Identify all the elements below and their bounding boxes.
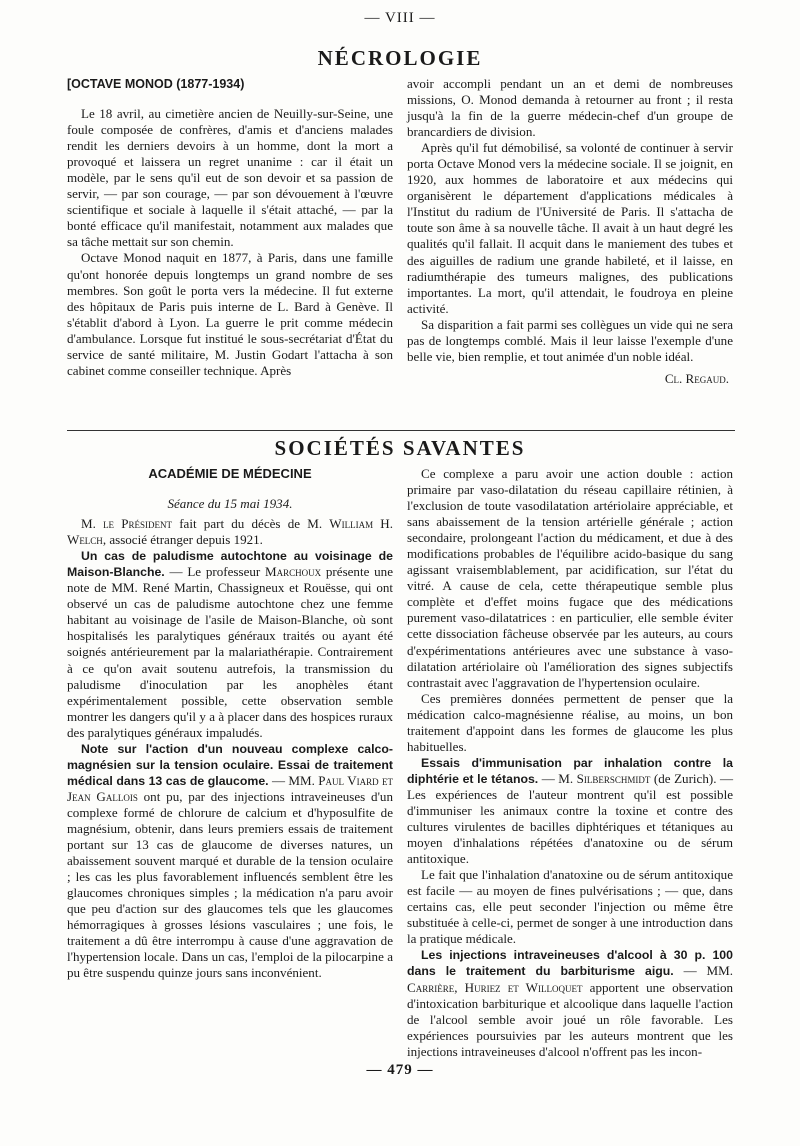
premieres-paragraph: Ces premières données permettent de penser que la médication calco-magnésienne réalise, au moins, un bon traitement d'appoint dans les formes de glaucome les plus habituelles. [407, 690, 733, 754]
communication-body: (de Zurich). — Les expériences de l'auteur montrent qu'il est possible d'immuniser les animaux contre la toxine et contre des cultures virulentes de bacilles diphtériques et tétaniques au moyen d'inhalations répétées d'anatoxine ou de sérum antitoxique. [407, 770, 734, 867]
necrology-subject: [OCTAVE MONOD (1877-1934) [67, 77, 245, 91]
president-tail: , associé étranger depuis 1921. [102, 532, 263, 548]
necrology-paragraph: avoir accompli pendant un an et demi de nombreuses missions, O. Monod demanda à retourner au front ; il resta jusqu'à la fin de la guerre médecin-chef d'un groupe de brancardiers de division. [407, 76, 733, 140]
necrology-left-column [67, 76, 393, 379]
deceased-name: William H. Welch [67, 516, 393, 548]
communication-pre: — Le professeur [164, 564, 266, 580]
communication-pre: — MM. [673, 963, 733, 979]
communication-heading: Note sur l'action d'un nouveau complexe calco-magnésien sur la tension oculaire. Essai de traitement médical dans 13 cas de glaucome. [67, 741, 393, 788]
communication-body: ont pu, par des injections intraveineuses d'un complexe formé de chlorure de calcium et d'hyposulfite de magnésium, obtenir, dans leurs premiers essais de traitement portant sur 13 cas de glaucome de diverses natures, un abaissement souvent marqué et durable de la tension oculaire ; les cas les plus favorablement influencés semblent être les glaucomes chroniques simples ; la médication n'a paru avoir que peu d'action sur des glaucomes tels que les glaucomes hémorragiques à grosses lésions vasculaires ; une fois, le traitement a dû être interrompu à cause d'une aggravation de l'hypertension locale. Dans un cas, l'emploi de la pilocarpine a pu être suspendu quinze jours sans inconvénient. [67, 788, 393, 981]
section-divider [67, 430, 735, 431]
communication-heading: Un cas de paludisme autochtone au voisinage de Maison-Blanche. [67, 549, 393, 580]
communication-item [407, 755, 733, 867]
president-text: fait part du décès de M. [172, 516, 330, 532]
communication-author: Silberschmidt [576, 770, 651, 786]
necrology-signature: Cl. Regaud. [664, 370, 729, 386]
communication-body: apportent une observation d'intoxication barbiturique et alcoolique dans laquelle l'action de l'alcool semble avoir joué un rôle favorable. Les expériences poursuivies par les auteurs montrent que les injections intraveineuses d'alcool n'offrent pas les incon- [407, 979, 733, 1059]
communication-heading: Les injections intraveineuses d'alcool à 30 p. 100 dans le traitement du barbiturisme aigu. [407, 948, 733, 979]
communication-author: Paul Viard et Jean Gallois [67, 772, 393, 804]
communication-heading: Essais d'immunisation par inhalation contre la diphtérie et le tétanos. [407, 755, 733, 786]
session-date: Séance du 15 mai 1934. [167, 496, 293, 512]
necrology-paragraph: Après qu'il fut démobilisé, sa volonté de continuer à servir porta Octave Monod vers la médecine sociale. Il se joignit, en 1920, aux hommes de laboratoire et aux médecins qui organisèrent le département d'applications médicales à l'Institut du radium de l'Université de Paris. Il s'attacha de toute son âme à sa nouvelle tâche. Il avait à un haut degré les qualités qu'il fallait. Il acquit dans le maniement des tubes et des aiguilles de radium une grande habileté, et il laisse, en radiumthérapie des tumeurs malignes, des publications importantes. La mort, qu'il attendait, le foudroya en pleine activité. [407, 140, 733, 316]
communication-item [67, 741, 393, 982]
communication-pre: — MM. [268, 772, 319, 788]
necrology-title: NÉCROLOGIE [317, 46, 483, 70]
communication-item [67, 548, 393, 741]
president-label: M. le Président [81, 516, 173, 532]
communication-author: Carrière, Huriez et Willoquet [407, 979, 583, 995]
societes-right-column [407, 466, 733, 1060]
necrology-paragraph: Sa disparition a fait parmi ses collègues un vide qui ne sera pas de longtemps comblé. Mais il leur laisse l'exemple d'une belle vie, bien remplie, et tout animée d'un noble idéal. [407, 316, 733, 364]
page-roman-numeral: — VIII — [364, 10, 436, 26]
academy-heading: ACADÉMIE DE MÉDECINE [148, 466, 312, 481]
societes-left-column [67, 466, 393, 981]
communication-item [407, 947, 733, 1059]
societes-title: SOCIÉTÉS SAVANTES [274, 436, 526, 460]
page-number: — 479 — [366, 1062, 434, 1078]
complexe-paragraph: Ce complexe a paru avoir une action double : action primaire par vaso-dilatation du réseau capillaire rétinien, à l'exclusion de toute vasodilatation artériolaire appréciable, et sans abaissement de la tension artérielle générale ; action secondaire, prolongeant l'action du médicament, et due à des modifications probables de l'équilibre acido-basique du sang agissant vraisemblablement, par acidification, sur l'état du vitré. A cause de cela, cette thérapeutique semble plus complète et d'effet moins fugace que des médications purement vaso-dilatatrices : en particulier, elle semble éviter cette dissociation fâcheuse observée par les auteurs, au cours d'expérimentations antérieures avec une substance à vaso-dilatation artériolaire où l'amélioration des signes subjectifs contrastait avec l'aggravation de l'hypertension oculaire. [407, 466, 733, 690]
president-announcement [67, 516, 393, 548]
communication-body: présente une note de MM. René Martin, Chassigneux et Rouësse, qui ont observé un cas de paludisme autochtone chez une femme habitant au voisinage de l'asile de Maison-Blanche, où sont hospitalisés les paralytiques généraux traités ou ayant été soignés antérieurement par la malariathérapie. Contrairement à ce qu'on avait soutenu autrefois, la transmission du paludisme d'inoculation par les anophèles étant expérimentalement possible, cette observation semble montrer les dangers qu'il y a à placer dans des hospices ruraux des paralytiques généraux impaludés. [67, 564, 393, 740]
communication-author: Marchoux [265, 564, 322, 580]
necrology-right-column [407, 76, 733, 387]
inhalation-paragraph: Le fait que l'inhalation d'anatoxine ou de sérum antitoxique est facile — au moyen de fines pulvérisations ; — que, dans certains cas, elle peut seconder l'injection ou même être substituée à celle-ci, permet de songer à une introduction dans la pratique médicale. [407, 867, 733, 947]
necrology-paragraph: Octave Monod naquit en 1877, à Paris, dans une famille qu'ont honorée depuis longtemps un grand nombre de ses membres. Son goût le porta vers la médecine. Il fut externe des hôpitaux de Paris puis interne de L. Bard à Genève. Il s'établit d'abord à Lyon. La guerre le prit comme médecin d'ambulance. Lorsque fut institué le sous-secrétariat d'État du service de santé militaire, M. Justin Godart l'attacha à son cabinet comme conseiller technique. Après [67, 250, 393, 378]
communication-pre: — M. [538, 770, 577, 786]
necrology-paragraph: Le 18 avril, au cimetière ancien de Neuilly-sur-Seine, une foule composée de confrères, d'amis et d'anciens malades rendit les derniers devoirs à un homme, dont la mort a provoqué et laissera un regret unanime : car il était un modèle, par le sens qu'il eut de son devoir et sa passion de servir, — par son courage, — par son dévouement à l'œuvre scientifique et sociale à laquelle il s'était attaché, — par la bonté efficace qu'il manifestait, notamment aux malades que sa tâche mettait sur son chemin. [67, 106, 393, 250]
